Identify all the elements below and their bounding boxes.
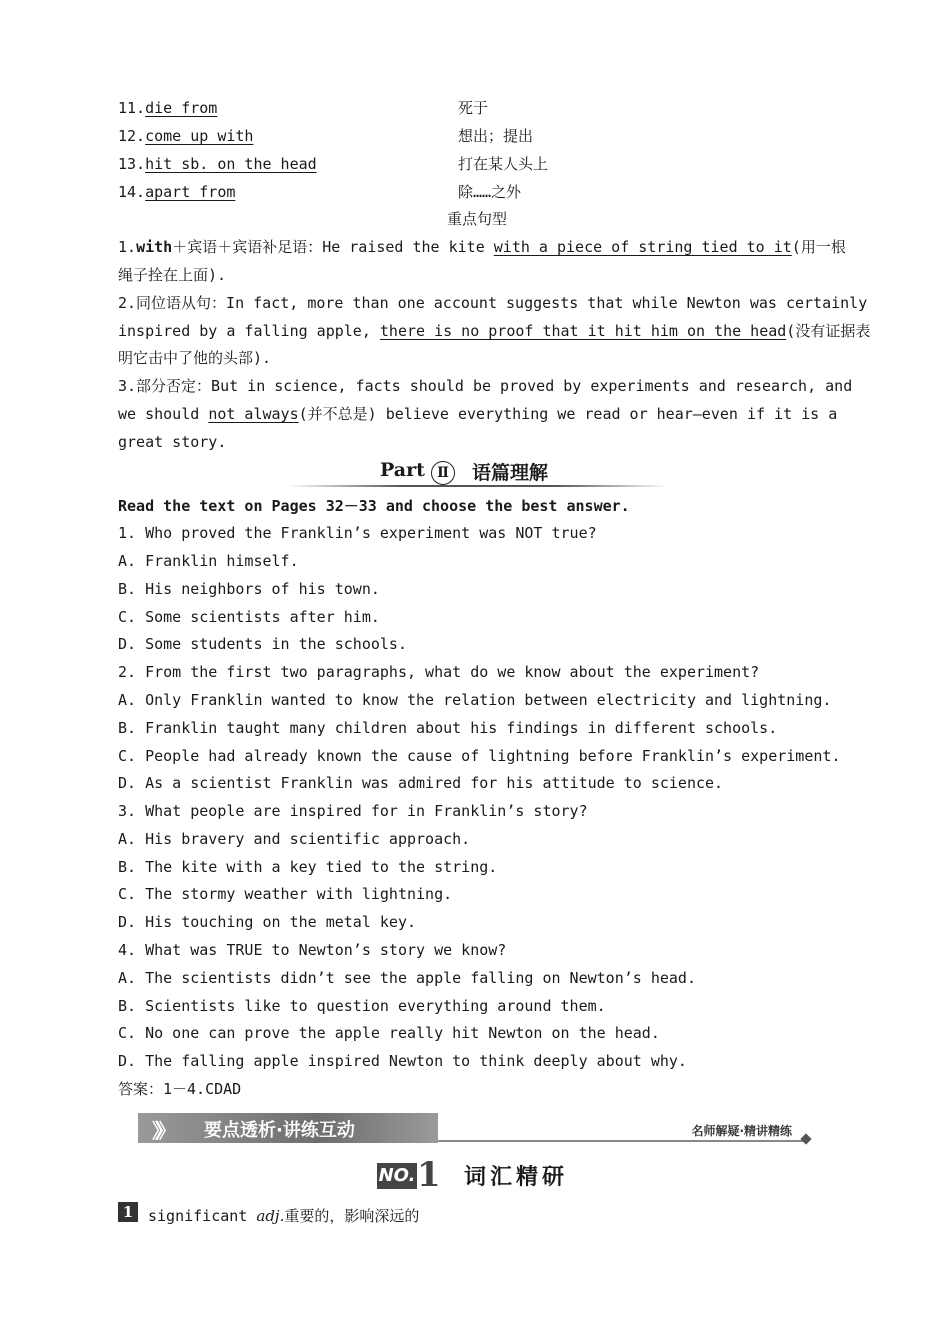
answer-key: 答案：1－4.CDAD xyxy=(118,1080,242,1098)
vocab-number: 14. xyxy=(118,183,146,201)
vocab-meaning: 想出；提出 xyxy=(458,127,534,145)
question: 2. From the first two paragraphs, what do we know about the experiment? xyxy=(118,663,760,681)
sentence-2-line-1: 2.同位语从句：In fact, more than one account suggests that while Newton was certainly xyxy=(118,294,868,312)
part-heading xyxy=(288,455,668,491)
banner-rule xyxy=(438,1140,804,1142)
underlined-phrase: not always xyxy=(208,405,299,423)
option: D. As a scientist Franklin was admired for his attitude to science. xyxy=(118,774,724,792)
vocab-number: 11. xyxy=(118,99,146,117)
option: C. The stormy weather with lightning. xyxy=(118,885,453,903)
item-number-badge: 1 xyxy=(118,1202,138,1222)
sentence-1-line-2: 绳子拴在上面). xyxy=(118,266,227,284)
sentence-3-line-1: 3.部分否定：But in science, facts should be proved by experiments and research, and xyxy=(118,377,853,395)
sentence-text: (用一根 xyxy=(791,238,846,256)
vocab-meaning: 打在某人头上 xyxy=(458,155,549,173)
section-title: 词汇精研 xyxy=(464,1165,569,1190)
option: B. Franklin taught many children about his findings in different schools. xyxy=(118,719,778,737)
entry-word: significant xyxy=(148,1207,248,1225)
sentence-1-line-1 xyxy=(118,237,846,257)
vocab-phrase: apart from xyxy=(145,183,236,201)
part-numeral: Ⅱ xyxy=(431,461,455,485)
question: 4. What was TRUE to Newton’s story we know? xyxy=(118,941,507,959)
option: B. His neighbors of his town. xyxy=(118,580,380,598)
section-number-badge xyxy=(377,1157,441,1193)
chevron-right-icon: 》》 xyxy=(152,1119,170,1143)
sentence-3-line-3: great story. xyxy=(118,433,227,451)
instruction: Read the text on Pages 32－33 and choose the best answer. xyxy=(118,497,630,515)
part-divider xyxy=(288,485,668,487)
option: D. His touching on the metal key. xyxy=(118,913,417,931)
banner-title: 要点透析·讲练互动 xyxy=(204,1120,355,1141)
vocab-phrase: die from xyxy=(145,99,218,117)
option: B. Scientists like to question everything around them. xyxy=(118,997,606,1015)
section-banner xyxy=(138,1113,810,1145)
section-number: 1 xyxy=(417,1155,441,1195)
diamond-icon xyxy=(800,1133,811,1144)
sentence-text: (并不总是) believe everything we read or hear—even if it is a xyxy=(298,405,838,423)
sentence-2-line-3: 明它击中了他的头部). xyxy=(118,349,272,367)
sentence-number: 1. xyxy=(118,238,137,256)
sentence-3-line-2 xyxy=(118,404,838,424)
underlined-phrase: with a piece of string tied to it xyxy=(493,238,792,256)
vocab-meaning: 除……之外 xyxy=(458,183,522,201)
vocab-phrase: come up with xyxy=(145,127,254,145)
vocab-phrase: hit sb. on the head xyxy=(145,155,317,173)
part-label: Part xyxy=(380,459,425,481)
sentences-heading: 重点句型 xyxy=(446,210,507,228)
sentence-text: ＋宾语＋宾语补足语：He raised the kite xyxy=(172,238,494,256)
underlined-phrase: there is no proof that it hit him on the head xyxy=(379,322,787,340)
option: C. People had already known the cause of lightning before Franklin’s experiment. xyxy=(118,747,841,765)
option: A. The scientists didn’t see the apple falling on Newton’s head. xyxy=(118,969,696,987)
sentence-2-line-2 xyxy=(118,321,871,341)
section-no-label: NO. xyxy=(377,1163,417,1189)
vocab-number: 12. xyxy=(118,127,146,145)
option: C. Some scientists after him. xyxy=(118,608,380,626)
sentence-text: inspired by a falling apple, xyxy=(118,322,380,340)
entry-meaning: 重要的，影响深远的 xyxy=(284,1207,420,1225)
question: 1. Who proved the Franklin’s experiment was NOT true? xyxy=(118,524,597,542)
option: A. His bravery and scientific approach. xyxy=(118,830,471,848)
part-title: 语篇理解 xyxy=(472,462,549,484)
banner-subtitle: 名师解疑·精讲精练 xyxy=(691,1124,792,1138)
sentence-text: (没有证据表 xyxy=(786,322,871,340)
option: D. The falling apple inspired Newton to think deeply about why. xyxy=(118,1052,687,1070)
part-of-speech: adj. xyxy=(256,1207,285,1225)
bold-keyword: with xyxy=(136,238,173,256)
option: A. Only Franklin wanted to know the relation between electricity and lightning. xyxy=(118,691,832,709)
vocab-entry xyxy=(148,1206,748,1226)
vocab-number: 13. xyxy=(118,155,146,173)
option: B. The kite with a key tied to the string. xyxy=(118,858,498,876)
sentence-text: we should xyxy=(118,405,209,423)
question: 3. What people are inspired for in Franklin’s story? xyxy=(118,802,588,820)
option: C. No one can prove the apple really hit Newton on the head. xyxy=(118,1024,660,1042)
vocab-meaning: 死于 xyxy=(458,99,489,117)
option: D. Some students in the schools. xyxy=(118,635,407,653)
option: A. Franklin himself. xyxy=(118,552,299,570)
